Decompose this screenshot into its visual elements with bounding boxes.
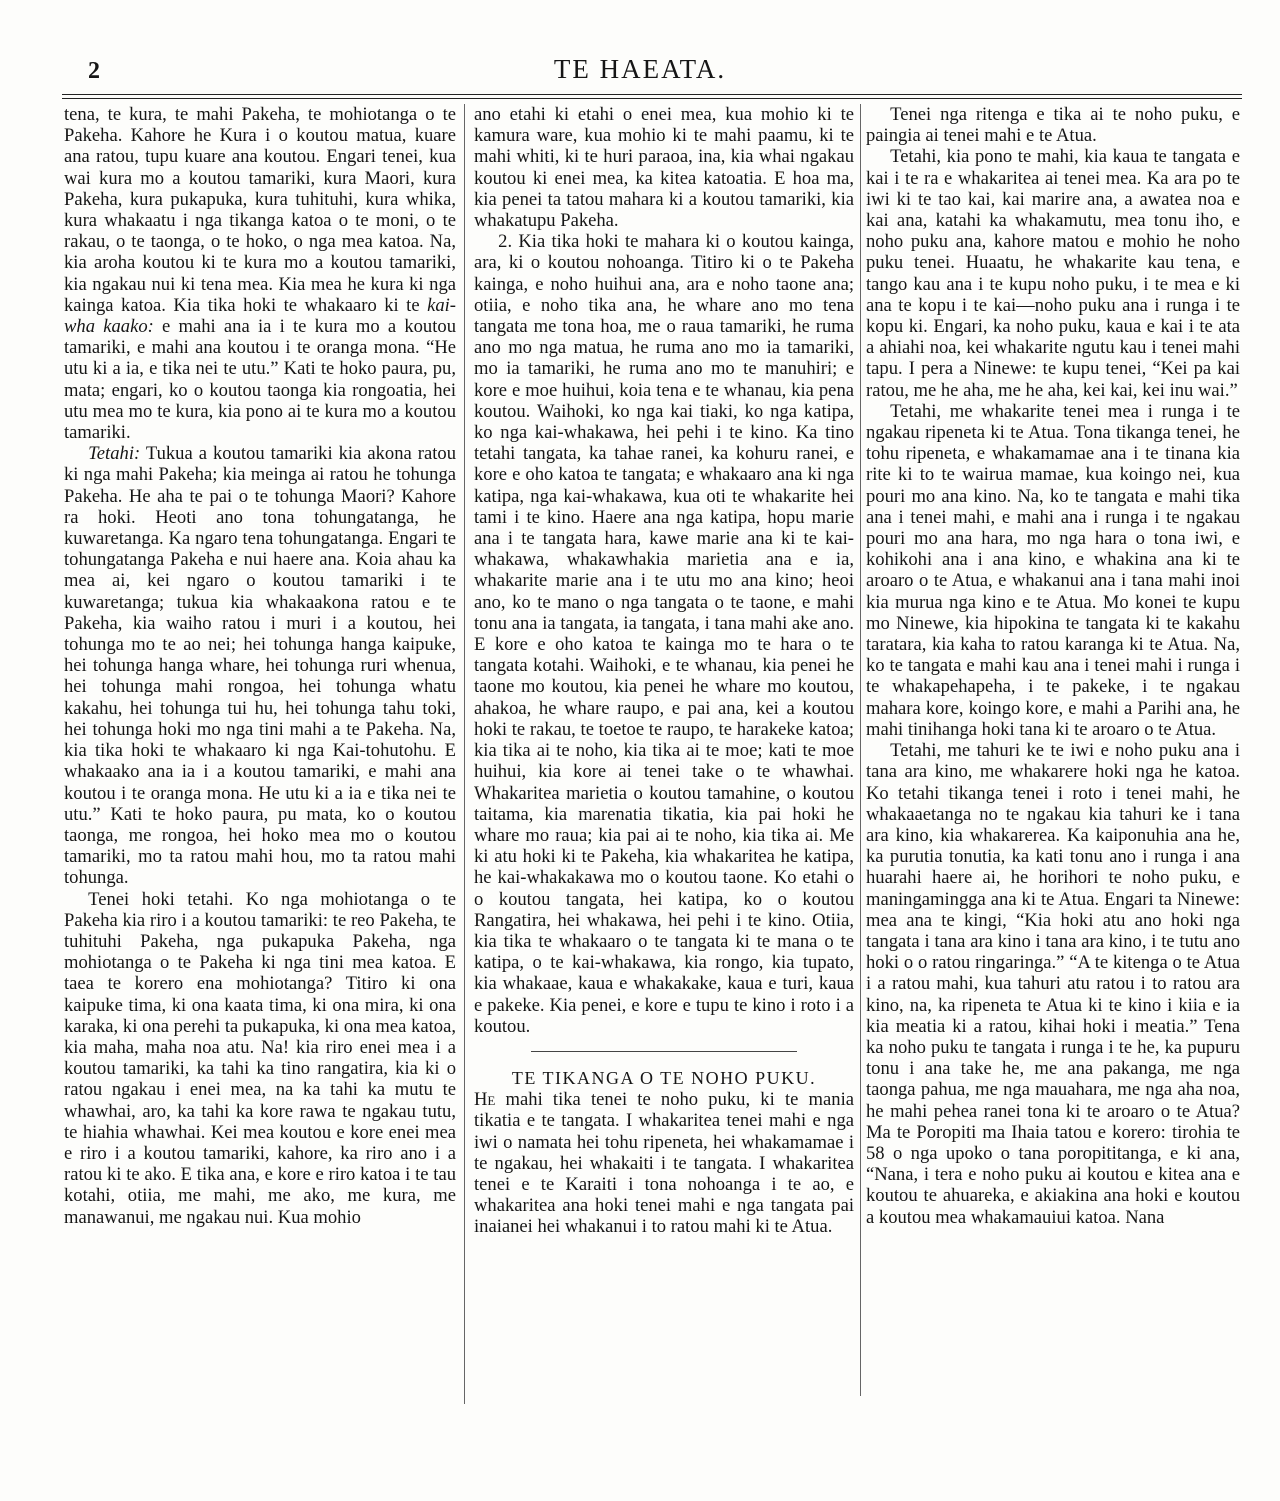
column-1 — [64, 104, 456, 1228]
col3-paragraph-3: Tetahi, me whakarite tenei mea i runga i te ngakau ripeneta ki te Atua. Tona tikanga tenei, he tohu ripeneta, e whakamamae ana i te tinana kia rite ki to te wairua mamae, kua koingo nei, kua pouri mo ana kino. Na, ko te tangata e mahi tika ana i tenei mahi, e mahi ana i runga i te ngakau pouri mo ana hara, mo nga hara o tona iwi, e kohikohi ana i ana kino, e whakina ana ki te aroaro o te Atua, e whakanui ana i tana mahi inoi kia murua nga kino e te Atua. Mo konei te kupu mo Ninewe, kia hipokina te tangata ki te kakahu taratara, kia kaha to ratou karanga ki te Atua. Na, ko te tangata e mahi kau ana i tenei mahi i runga i te whakapehapeha, i te pakeke, i te ngakau mahara kore, koingo kore, e mahi a Parihi ana, he mahi tinihanga hoki tana ki te aroaro o te Atua. — [866, 400, 1240, 740]
col1-p2-text: Tukua a koutou tamariki kia akona ratou ki nga mahi Pakeha; kia meinga ai ratou he tohunga Pakeha. He aha te pai o te tohunga Maori? Kahore ra hoki. Heoti ano tona tohungatanga, he kuwaretanga. Ka ngaro tena tohungatanga. Engari te tohungatanga Pakeha e nui haere ana. Koia ahau ka mea ai, kei ngaro o koutou tamariki i te kuwaretanga; tukua kia whakaakona ratou e te Pakeha, kia waiho ratou i muri i a koutou, hei tohunga mo te ao nei; hei tohunga hanga kaipuke, hei tohunga hanga whare, hei tohunga ruri whenua, hei tohunga mahi rongoa, hei tohunga whatu kakahu, hei tohunga tui hu, hei tohunga tahu toki, hei tohunga hoki mo nga tini mahi a te Pakeha. Na, kia tika hoki te whakaaro ki nga Kai-tohutohu. E whakaako ana ia i a koutou tamariki, e mahi ana koutou i te oranga mona. He utu ki a ia e tika nei te utu.” Kati te hoko paura, pu mata, ko o koutou taonga, me rongoa, hei hoko mea mo o koutou tamariki, mo ta ratou mahi hou, mo ta ratou mahi tohunga. — [64, 443, 456, 889]
col1-p1-italic: kai-wha kaako: — [64, 294, 456, 338]
col1-paragraph-3: Tenei hoki tetahi. Ko nga mohiotanga o te Pakeha kia riro i a koutou tamariki: te reo Pakeha, te tuhituhi Pakeha, nga pukapuka Pakeha, nga mohiotanga o te Pakeha ki nga tini mea katoa. E taea te korero ena mohiotanga? Titiro ki ona kaipuke tima, ki ona kaata tima, ki ona mira, ki ona karaka, ki ona perehi ta pukapuka, ki ona mea katoa, kia maha, maha noa atu. Na! kia riro enei mea i a koutou tamariki, ka tahi ka tino rangatira, kia ki o ratou ngakau i enei mea, na ka tahi ka mutu te whawhai, aro, ka tahi ka kore rawa te ngakau tutu, te hiahia whawhai. Kei mea koutou e kore enei mea e riro i a koutou tamariki, kahore, ka riro ano i a ratou ki te ako. E tika ana, e kore e riro katoa i te tau kotahi, otiia, me mahi, me ako, me kura, me manawanui, me ngakau nui. Kua mohio — [64, 888, 456, 1228]
col1-p2-label: Tetahi: — [88, 443, 141, 465]
col2-paragraph-2: 2. Kia tika hoki te mahara ki o koutou kainga, ara, ki o koutou nohoanga. Titiro ki o te Pakeha kainga, e noho huihui ana, ara e noho taone ana; otiia, e noho tika ana, he whare ano mo tena tangata me tona hoa, me o raua tamariki, he ruma ano mo nga matua, he ruma ano mo ia tamariki, mo ia tamariki, he ruma ano mo te manuhiri; e kore e moe huihui, koia tena e te whanau, kia pena koutou. Waihoki, ko nga kai tiaki, ko nga katipa, ko nga kai-whakawa, hei pehi i te kino. Ka tino tetahi tangata, ka tahae ranei, ka kohuru ranei, e kore e oho katoa te tangata; e whakaaro ana ki nga katipa, nga kai-whakawa, kua oti te whakarite hei tami i te kino. Haere ana nga katipa, hopu marie ana i te tangata hara, kawe marie ana ki te kai-whakawa, whakawhakia marietia ana e ia, whakarite marie ana i te utu mo ana kino; heoi ano, ko te mano o nga tangata o te taone, e mahi tonu ana ia tangata, ia tangata, i tana mahi ake ano. E kore e oho katoa te kainga mo te hara o te tangata kotahi. Waihoki, e te whanau, kia penei he taone mo koutou, kia penei he whare mo koutou, ahakoa, he whare raupo, e pai ana, kei a koutou hoki te rakau, te toetoe te raupo, te harakeke katoa; kia tika ai te noho, kia tika ai te moe; kati te moe huihui, kia kore ai tenei take o te whawhai. Whakaritea marietia o koutou tamahine, o koutou taitama, kia marenatia tikatia, kia pai hoki he whare mo raua; kia pai ai te noho, kia tika ai. Me ki atu hoki ki te Pakeha, kia whakaritea he katipa, he kai-whakakawa mo o koutou taone. Ko etahi o o koutou tangata, hei katipa, ko o koutou Rangatira, hei whakawa, hei pehi i te kino. Otiia, kia tika te whakaaro o te tangata ki te mana o te katipa, o te kai-whakawa, kia rongo, kia tupato, kia whakaae, kaua e whakakake, kaua e turi, kaua e pakeke. Kia penei, e kore e tupu te kino i roto i a koutou. — [474, 231, 854, 1037]
col1-paragraph-1 — [64, 104, 456, 443]
col2-p3-dropcap: He — [474, 1089, 496, 1111]
col3-paragraph-1: Tenei nga ritenga e tika ai te noho puku, e paingia ai tenei mahi e te Atua. — [866, 104, 1240, 147]
col2-paragraph-1: ano etahi ki etahi o enei mea, kua mohio ki te kamura ware, kua mohio ki te mahi paamu, ki te mahi whiti, ki te huri paraoa, ina, kia whai ngakau koutou ki enei mea, ka kitea katoatia. E hoa ma, kia penei ta tatou mahara ki a koutou tamariki, kia whakatupu Pakeha. — [474, 104, 854, 232]
page-title: TE HAEATA. — [553, 54, 727, 84]
column-divider-2 — [860, 104, 861, 1396]
section-heading: TE TIKANGA O TE NOHO PUKU. — [511, 1067, 817, 1088]
col3-paragraph-2: Tetahi, kia pono te mahi, kia kaua te tangata e kai i te ra e whakaritea ai tenei mea. Ka ara po te iwi ki te tao kai, kai marire ana, a awatea noa e kai ana, katahi ka whakamutu, mea tonu iho, e noho puku ana, kahore matou e mohio he noho puku tenei. Huaatu, he whakarite kau tena, e tango kau ana i te kupu noho puku, i te mea e ki ana te kopu i te kai—noho puku ana i runga i te kopu ki. Engari, ka noho puku, kaua e kai i te ata a ahiahi noa, kei whakarite ngutu kau i tenei mahi tapu. I pera a Ninewe: te kupu tenei, “Kei pa kai ratou, me he aha, me he aha, kei kai, kei inu wai.” — [866, 146, 1240, 401]
header-rule — [62, 94, 1242, 95]
section-rule — [531, 1051, 797, 1052]
column-divider-1 — [464, 104, 465, 1404]
column-2 — [474, 104, 854, 1238]
col3-paragraph-4: Tetahi, me tahuri ke te iwi e noho puku ana i tana ara kino, me whakarere hoki nga he katoa. Ko tetahi tikanga tenei i roto i tenei mahi, he whakaaetanga no te ngakau kia tahuri ke i tana ara kino, kia whakarerea. Ka kaiponuhia ana he, ka purutia tonutia, ka kati tonu ano i runga i ana huarahi haere ai, he horihori te noho puku, e maningamingga ana ki te Atua. Engari ta Ninewe: mea ana te kingi, “Kia hoki atu ano hoki nga tangata i tana ara kino i tana ara kino, i te tutu ano hoki o o ratou ringaringa.” “A te kitenga o te Atua i a ratou mahi, kua tahuri atu ratou i to ratou ara kino, na, ka ripeneta te Atua ki te kino i kiia e ia kia meatia ki a ratou, kihai hoki i meatia.” Tena ka noho puku te tangata i runga i te he, ka pupuru tonu i ana take he, me ana pakanga, me nga taonga pahua, me nga mauahara, me nga aha noa, he mahi pehea ranei tona ki te aroaro o te Atua? Ma te Poropiti ma Ihaia tatou e korero: tirohia te 58 o nga upoko o tana poropititanga, e ki ana, “Nana, i tera e noho puku ai koutou e kitea ana e koutou te ahuareka, e akiakina ana hoki e koutou a koutou mea whakamauiui katoa. Nana — [866, 740, 1240, 1228]
col1-p1-tail: e mahi ana ia i te kura mo a koutou tamariki, e mahi ana koutou i te oranga mona. “He utu ki a ia, e tika nei te utu.” Kati te hoko paura, pu, mata; engari, ko o koutou taonga kia rongoatia, hei utu mea mo te kura, kia pono ai te kura mo a koutou tamariki. — [64, 316, 456, 444]
col1-p1-text: tena, te kura, te mahi Pakeha, te mohiotanga o te Pakeha. Kahore he Kura i o koutou matua, kuare ana ratou, tupu kuare ana koutou. Engari tenei, kua wai kura mo a koutou tamariki, kura Maori, kura Pakeha, kura pukapuka, kura tuhituhi, kura whika, kura whakaatu i nga tikanga katoa o te moni, o te rakau, o te taonga, o te hoko, o nga mea katoa. Na, kia aroha koutou ki te kura mo a koutou tamariki, kia ngakau nui ki tena mea. Kia mea he kura ki nga kainga katoa. Kia tika hoki te whakaaro ki te — [64, 104, 456, 316]
col1-paragraph-2 — [64, 443, 456, 888]
page-number: 2 — [88, 58, 100, 84]
column-3 — [866, 104, 1240, 1228]
header-rule-thin — [62, 98, 1242, 99]
col2-paragraph-3 — [474, 1089, 854, 1237]
col2-p3-text: mahi tika tenei te noho puku, ki te mania tikatia e te tangata. I whakaritea tenei mahi e nga iwi o namata hei tohu ripeneta, hei whakamamae i te ngakau, hei whakaiti i te tangata. I whakaritea tenei e te Karaiti i tona nohoanga i te ao, e whakaritea ana hoki tenei mahi e nga tangata pai inaianei hei whakanui i to ratou mahi ki te Atua. — [474, 1089, 854, 1238]
